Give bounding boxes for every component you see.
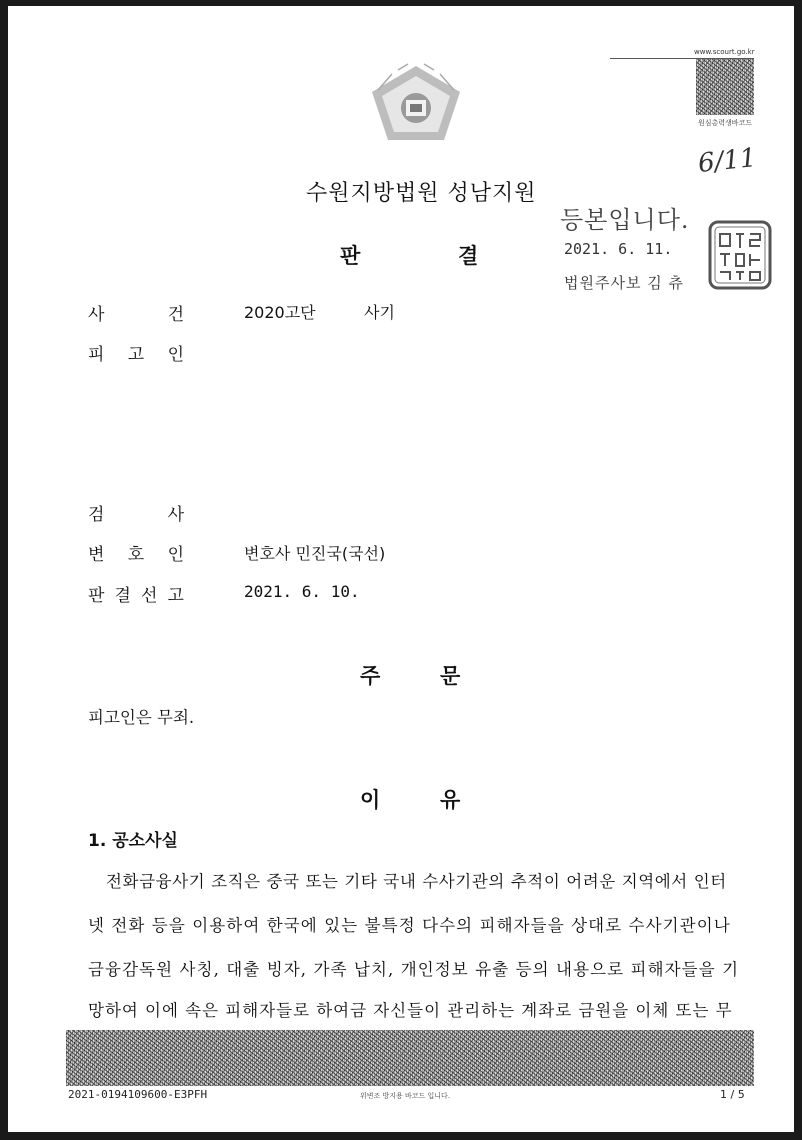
case-type: 사기: [364, 303, 395, 322]
barcode-caption: 원심총력생바코드: [698, 119, 753, 127]
order-heading-right: 문: [440, 664, 461, 688]
reason-line-4: 망하여 이에 속은 피해자들로 하여금 자신들이 관리하는 계좌로 금원을 이체 또는 무: [88, 1001, 733, 1020]
defendant-label: 피 고 인: [88, 345, 184, 365]
section-title: 1. 공소사실: [88, 831, 178, 851]
document-id: 2021-0194109600-E3PFH: [68, 1088, 208, 1101]
judgment-date-value: 2021. 6. 10.: [244, 582, 360, 601]
order-text: 피고인은 무죄.: [88, 708, 195, 727]
title-left-char: 판: [340, 244, 361, 268]
page-number: 1 / 5: [720, 1088, 745, 1101]
title-right-char: 결: [458, 244, 479, 268]
prosecutor-label: 검 사: [88, 505, 184, 525]
reason-line-3: 금융감독원 사칭, 대출 빙자, 가족 납치, 개인정보 유출 등의 내용으로 피해자들을 기: [88, 960, 740, 979]
copy-mark: 등본입니다.: [560, 206, 690, 234]
reason-line-1: 전화금융사기 조직은 중국 또는 기타 국내 수사기관의 추적이 어려운 지역에서 인터: [106, 872, 727, 891]
reasons-heading-right: 유: [440, 788, 461, 812]
barcode-notice: 위변조 방지용 바코드 입니다.: [360, 1092, 451, 1100]
qr-barcode: [696, 59, 754, 115]
barcode-site-label: www.scourt.go.kr: [694, 48, 755, 56]
certifying-officer: 법원주사보 김 츄: [564, 274, 684, 292]
court-emblem-icon: [368, 62, 464, 144]
reasons-heading-left: 이: [360, 788, 381, 812]
handwritten-note: 6/11: [696, 143, 758, 179]
certification-date: 2021. 6. 11.: [564, 240, 673, 258]
defense-counsel-label: 변 호 인: [88, 545, 184, 565]
judgment-date-label: 판 결 선 고: [88, 586, 184, 606]
court-name: 수원지방법원 성남지원: [306, 181, 537, 206]
order-heading-left: 주: [360, 664, 381, 688]
anti-forgery-barcode: [66, 1030, 754, 1086]
official-seal-icon: [708, 220, 772, 290]
reason-line-2: 넷 전화 등을 이용하여 한국에 있는 불특정 다수의 피해자들을 상대로 수사기관이나: [88, 916, 731, 935]
case-number: 2020고단: [244, 303, 316, 322]
defense-counsel-value: 변호사 민진국(국선): [244, 544, 386, 563]
document-page: [8, 6, 794, 1132]
case-label: 사 건: [88, 305, 184, 325]
